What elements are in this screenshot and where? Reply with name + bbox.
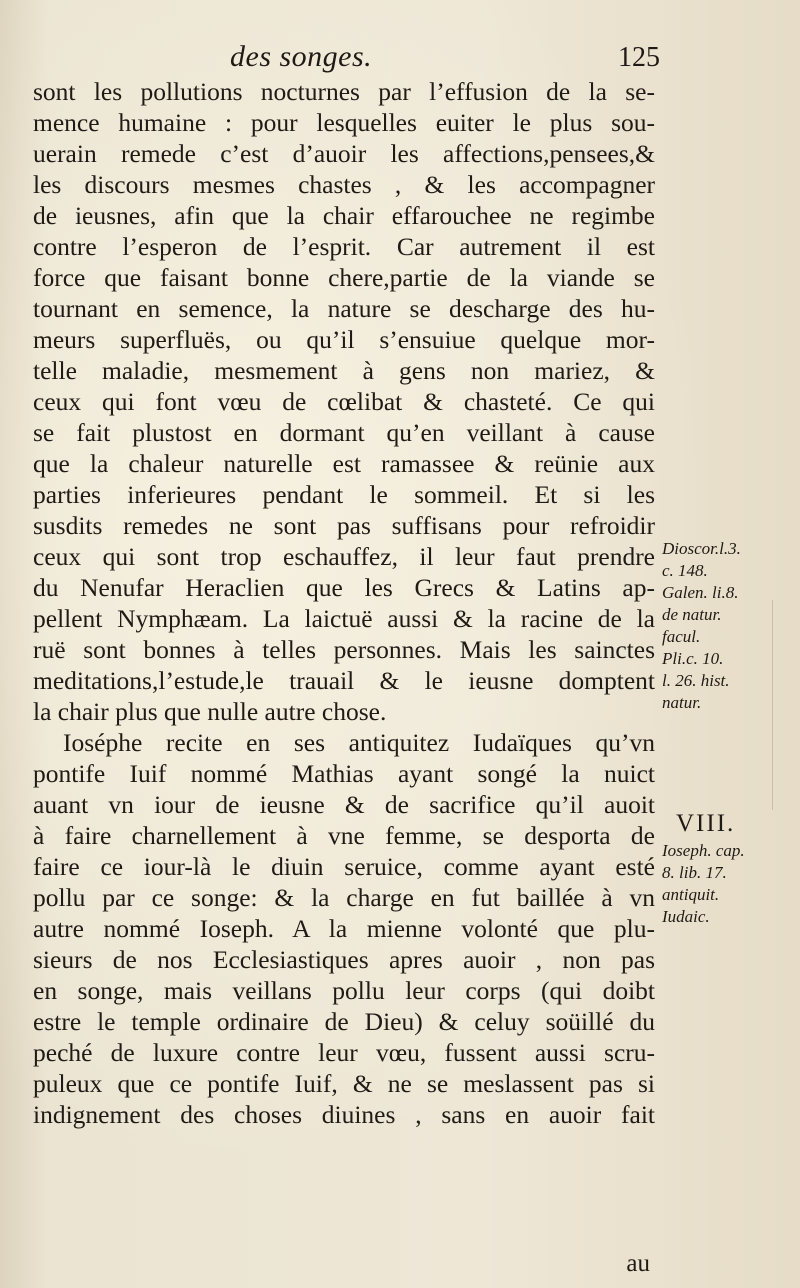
running-title: des songes. (230, 40, 373, 73)
text-line: sieurs de nos Ecclesiastiques apres auoir , non pas (33, 945, 655, 974)
text-line: tournant en semence, la nature se descharge des hu- (33, 294, 655, 323)
text-line: contre l’esperon de l’esprit. Car autrement il est (33, 232, 655, 261)
section-number: VIII. (676, 810, 736, 837)
text-line: ceux qui sont trop eschauffez, il leur faut prendre (33, 542, 655, 571)
margin-note-line: antiquit. (662, 885, 720, 904)
catchword: au (626, 1250, 650, 1277)
text-line: force que faisant bonne chere,partie de la viande se (33, 263, 655, 292)
margin-note-line: l. 26. hist. (662, 671, 730, 690)
text-line: peché de luxure contre leur vœu, fussent aussi scru- (33, 1038, 655, 1067)
text-line: pellent Nymphæam. La laictuë aussi & la racine de la (33, 604, 655, 633)
text-line: parties inferieures pendant le sommeil. Et si les (33, 480, 655, 509)
body-text (33, 76, 655, 1130)
text-line: estre le temple ordinaire de Dieu) & celuy soüillé du (33, 1007, 655, 1036)
text-line: meurs superfluës, ou qu’il s’ensuiue quelque mor- (33, 325, 655, 354)
text-line: du Nenufar Heraclien que les Grecs & Latins ap- (33, 573, 655, 602)
margin-note-line: Ioseph. cap. (662, 841, 745, 860)
margin-note-line: de natur. (662, 605, 722, 624)
margin-note-line: Pli.c. 10. (662, 649, 724, 668)
text-line: pontife Iuif nommé Mathias ayant songé la nuict (33, 759, 655, 788)
text-line: en songe, mais veillans pollu leur corps (qui doibt (33, 976, 655, 1005)
text-line: puleux que ce pontife Iuif, & ne se meslassent pas si (33, 1069, 655, 1098)
text-line: susdits remedes ne sont pas suffisans pour refroidir (33, 511, 655, 540)
margin-note-line: 8. lib. 17. (662, 863, 727, 882)
text-line: la chair plus que nulle autre chose. (33, 697, 387, 726)
margin-note-references (662, 538, 792, 714)
text-line: pollu par ce songe: & la charge en fut baillée à vn (33, 883, 655, 912)
text-line: mence humaine : pour lesquelles euiter le plus sou- (33, 108, 655, 137)
page-header (230, 40, 660, 80)
margin-note-josephus (662, 840, 792, 928)
margin-note-line: Dioscor.l.3. (662, 539, 741, 558)
text-line: à faire charnellement à vne femme, se desporta de (33, 821, 655, 850)
margin-note-line: Iudaic. (662, 907, 710, 926)
text-line: ruë sont bonnes à telles personnes. Mais les sainctes (33, 635, 655, 664)
text-line: uerain remede c’est d’auoir les affections,pensees,& (33, 139, 655, 168)
margin-note-line: c. 148. (662, 561, 708, 580)
text-line: de ieusnes, afin que la chair effarouchee ne regimbe (33, 201, 655, 230)
text-line: telle maladie, mesmement à gens non mariez, & (33, 356, 655, 385)
text-line: autre nommé Ioseph. A la mienne volonté que plu- (33, 914, 655, 943)
text-line: Ioséphe recite en ses antiquitez Iudaïques qu’vn (63, 728, 655, 757)
text-line: meditations,l’estude,le trauail & le ieusne domptent (33, 666, 655, 695)
text-line: se fait plustost en dormant qu’en veillant à cause (33, 418, 655, 447)
page-number: 125 (618, 42, 660, 73)
margin-note-line: natur. (662, 693, 702, 712)
text-line: les discours mesmes chastes , & les accompagner (33, 170, 655, 199)
margin-note-line: Galen. li.8. (662, 583, 739, 602)
text-line: ceux qui font vœu de cœlibat & chasteté. Ce qui (33, 387, 655, 416)
text-line: faire ce iour-là le diuin seruice, comme ayant esté (33, 852, 655, 881)
text-line: indignement des choses diuines , sans en auoir fait (33, 1100, 655, 1129)
text-line: auant vn iour de ieusne & de sacrifice qu’il auoit (33, 790, 655, 819)
text-line: que la chaleur naturelle est ramassee & reünie aux (33, 449, 655, 478)
text-line: sont les pollutions nocturnes par l’effusion de la se- (33, 77, 655, 106)
margin-note-line: facul. (662, 627, 701, 646)
